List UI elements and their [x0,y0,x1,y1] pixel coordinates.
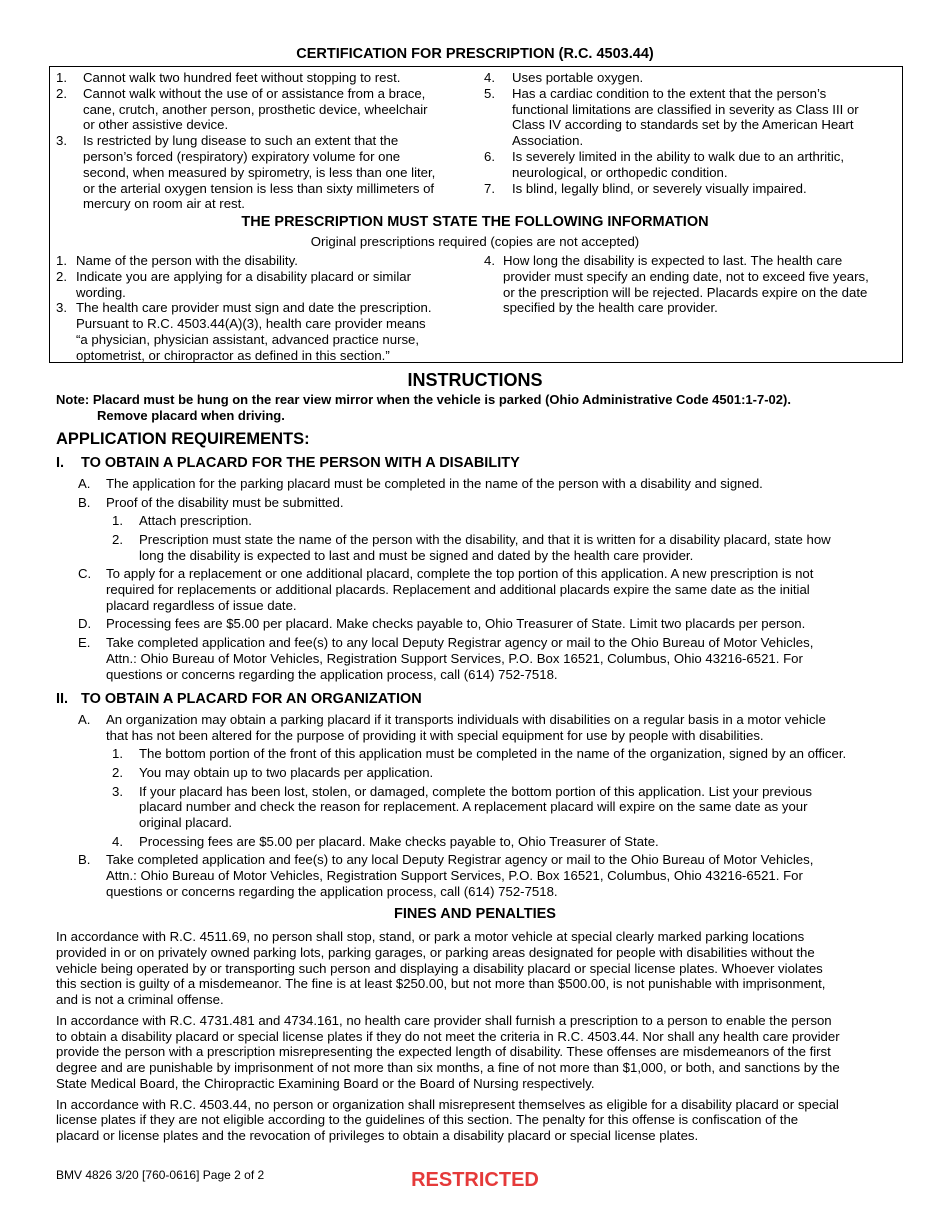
list-item-text [83,70,400,86]
list-item-number: 2. [56,85,67,101]
text-line: “a physician, physician assistant, advanced practice nurse, [76,331,420,347]
text-line: vehicle being operated by or transporting such person and displaying a disability placard or special license plates. Whoever violates [56,960,823,976]
text-line: specified by the health care provider. [503,300,718,316]
text-line: Take completed application and fee(s) to any local Deputy Registrar agency or mail to the Ohio Bureau of Motor Vehicles, [106,852,814,868]
list-item-number: 1. [112,513,123,529]
text-line: second, when measured by spirometry, is less than one liter, [83,164,436,180]
text-line: and is not a criminal offense. [56,992,224,1008]
list-item-text [83,86,428,133]
list-item-text [106,495,344,511]
list-item-text [139,513,252,529]
list-item-text [139,532,831,564]
list-item-number: B. [78,852,91,868]
text-line: Is severely limited in the ability to walk due to an arthritic, [512,149,845,164]
list-item-text [139,784,812,831]
text-line: cane, crutch, another person, prosthetic device, wheelchair [83,101,428,117]
cert-title: CERTIFICATION FOR PRESCRIPTION (R.C. 4503.44) [296,46,654,62]
text-line: Processing fees are $5.00 per placard. Make checks payable to, Ohio Treasurer of State. Limit two placards per person. [106,616,806,632]
text-line: If your placard has been lost, stolen, or damaged, complete the bottom portion of this application. List your previous [139,783,812,799]
list-item-text [139,834,659,850]
list-item-text [76,269,411,301]
list-item-number: 6. [484,149,495,164]
text-line: Uses portable oxygen. [512,70,644,85]
fines-paragraph [56,929,896,1008]
text-line: original placard. [139,815,233,831]
text-line: provide the person with a prescription misrepresenting the expected length of disability. These offenses are misdemeanors of the first [56,1044,831,1060]
text-line: Association. [512,133,584,149]
text-line: State Medical Board, the Chiropractic Examining Board or the Board of Nursing respectively. [56,1075,595,1091]
text-line: Attn.: Ohio Bureau of Motor Vehicles, Registration Support Services, P.O. Box 16521, Columbus, Ohio 43216-6521. For [106,868,803,884]
list-item-text [106,712,826,744]
list-item-text [139,746,846,762]
list-item-number: 2. [112,531,123,547]
text-line: this section is guilty of a misdemeanor. The fine is at least $250.00, but not more than $500.00, is not punishable with imprisonment, [56,976,826,992]
text-line: Name of the person with the disability. [76,253,298,268]
restricted-stamp: RESTRICTED [411,1169,539,1191]
list-item-number: A. [78,712,91,727]
prescription-title: THE PRESCRIPTION MUST STATE THE FOLLOWING INFORMATION [241,214,709,230]
list-item-text [106,635,813,682]
list-item-text [139,765,433,781]
list-item-number: A. [78,476,91,491]
list-item-text [76,300,432,363]
list-item-number: D. [78,616,92,632]
text-line: Attach prescription. [139,513,252,529]
application-requirements-heading: APPLICATION REQUIREMENTS: [56,430,310,448]
section-1-title: TO OBTAIN A PLACARD FOR THE PERSON WITH A DISABILITY [81,455,520,471]
text-line: Indicate you are applying for a disability placard or similar [76,268,411,284]
list-item-text [512,181,807,197]
list-item-number: E. [78,635,91,650]
list-item-text [512,149,844,181]
list-item-text [83,133,435,212]
text-line: or other assistive device. [83,117,229,133]
text-line: The health care provider must sign and date the prescription. [76,300,432,316]
text-line: Attn.: Ohio Bureau of Motor Vehicles, Registration Support Services, P.O. Box 16521, Columbus, Ohio 43216-6521. For [106,650,803,666]
list-item-number: 7. [484,180,495,196]
text-line: placard number and check the reason for replacement. A replacement placard will expire on the same date as your [139,799,808,815]
text-line: Is blind, legally blind, or severely visually impaired. [512,180,807,196]
section-2-title: TO OBTAIN A PLACARD FOR AN ORGANIZATION [81,691,422,707]
text-line: The application for the parking placard must be completed in the name of the person with a disability and signed. [106,476,763,491]
list-item-number: 3. [56,300,67,316]
fines-paragraph [56,1097,896,1144]
list-item-number: 4. [484,253,495,268]
list-item-number: C. [78,566,92,582]
section-1-number: I. [56,455,65,471]
list-item-number: 4. [112,833,123,849]
list-item-text [512,86,859,149]
text-line: placard regardless of issue date. [106,597,297,613]
text-line: An organization may obtain a parking placard if it transports individuals with disabilities on a regular basis in a motor vehicle [106,712,826,727]
text-line: Cannot walk two hundred feet without stopping to rest. [83,70,401,85]
list-item-text [106,852,813,899]
text-line: or the arterial oxygen tension is less than sixty millimeters of [83,180,435,196]
form-id: BMV 4826 3/20 [760-0616] Page 2 of 2 [56,1168,265,1182]
list-item-text [512,70,643,86]
list-item-text [106,476,763,492]
text-line: In accordance with R.C. 4503.44, no person or organization shall misrepresent themselves as eligible for a disability placard or special [56,1096,839,1112]
text-line: or the prescription will be rejected. Placards expire on the date [503,284,868,300]
text-line: degree and are punishable by imprisonment of not more than six months, a fine of not more than $1,000, or both, and sanctions by the [56,1060,840,1076]
text-line: mercury on room air at rest. [83,196,245,212]
text-line: Has a cardiac condition to the extent that the person’s [512,85,827,101]
list-item-number: 2. [112,765,123,780]
instructions-title: INSTRUCTIONS [407,370,543,390]
list-item-number: 2. [56,268,67,284]
text-line: Cannot walk without the use of or assistance from a brace, [83,85,426,101]
text-line: The bottom portion of the front of this application must be completed in the name of the organization, signed by an officer. [139,746,847,762]
text-line: Take completed application and fee(s) to any local Deputy Registrar agency or mail to the Ohio Bureau of Motor Vehicles, [106,635,814,650]
text-line: that has not been altered for the purpose of providing it with special equipment for use by people with disabilities. [106,727,764,743]
text-line: Proof of the disability must be submitted. [106,494,344,510]
section-2-number: II. [56,691,69,707]
fines-paragraph [56,1013,896,1092]
text-line: Pursuant to R.C. 4503.44(A)(3), health care provider means [76,316,426,332]
text-line: To apply for a replacement or one additional placard, complete the top portion of this application. A new prescription is not [106,566,814,582]
text-line: How long the disability is expected to last. The health care [503,253,843,268]
text-line: In accordance with R.C. 4731.481 and 4734.161, no health care provider shall furnish a prescription to a person to enable the person [56,1012,832,1028]
list-item-number: 3. [112,783,123,799]
text-line: placard or license plates and the revocation of privileges to obtain a disability placard or special license plates. [56,1128,699,1144]
text-line: In accordance with R.C. 4511.69, no person shall stop, stand, or park a motor vehicle at special clearly marked parking locations [56,929,805,944]
list-item-number: B. [78,494,91,510]
text-line: neurological, or orthopedic condition. [512,164,728,180]
text-line: questions or concerns regarding the application process, call (614) 752-7518. [106,666,558,682]
text-line: long the disability is expected to last and must be signed and dated by the health care provider. [139,547,694,563]
list-item-number: 5. [484,85,495,101]
list-item-number: 3. [56,133,67,149]
prescription-subtitle: Original prescriptions required (copies are not accepted) [310,234,640,249]
list-item-text [106,616,805,632]
list-item-text [106,566,813,613]
text-line: Processing fees are $5.00 per placard. Make checks payable to, Ohio Treasurer of State. [139,833,659,849]
list-item-number: 1. [112,746,123,762]
text-line: Prescription must state the name of the person with the disability, and that it is written for a disability placard, state how [139,531,831,547]
text-line: person’s forced (respiratory) expiratory volume for one [83,148,401,164]
text-line: to obtain a disability placard or special license plates if they do not meet the criteria in R.C. 4503.44. Nor shall any health care provider [56,1028,840,1044]
note-line-2: Remove placard when driving. [97,408,285,423]
list-item-number: 1. [56,253,67,268]
text-line: functional limitations are classified in severity as Class III or [512,101,859,117]
text-line: Is restricted by lung disease to such an extent that the [83,133,399,149]
list-item-text [76,253,298,269]
text-line: license plates if they are not eligible according to the guidelines of this section. The penalty for this offense is confiscation of the [56,1112,799,1128]
list-item-number: 4. [484,70,495,85]
text-line: optometrist, or chiropractor as defined in this section.” [76,347,390,363]
text-line: wording. [76,284,126,300]
note-line-1: Note: Placard must be hung on the rear view mirror when the vehicle is parked (Ohio Administrative Code 4501:1-7-02). [56,392,791,407]
list-item-number: 1. [56,70,67,85]
text-line: provided in or on privately owned parking lots, parking garages, or parking areas designated for people with disabilities without the [56,944,815,960]
text-line: provider must specify an ending date, not to exceed five years, [503,268,869,284]
list-item-text [503,253,869,316]
text-line: required for replacements or additional placards. Replacement and additional placards expire the same date as the initial [106,581,810,597]
fines-title: FINES AND PENALTIES [394,906,556,922]
text-line: Class IV according to standards set by the American Heart [512,117,854,133]
text-line: questions or concerns regarding the application process, call (614) 752-7518. [106,883,558,899]
text-line: You may obtain up to two placards per application. [139,765,434,780]
